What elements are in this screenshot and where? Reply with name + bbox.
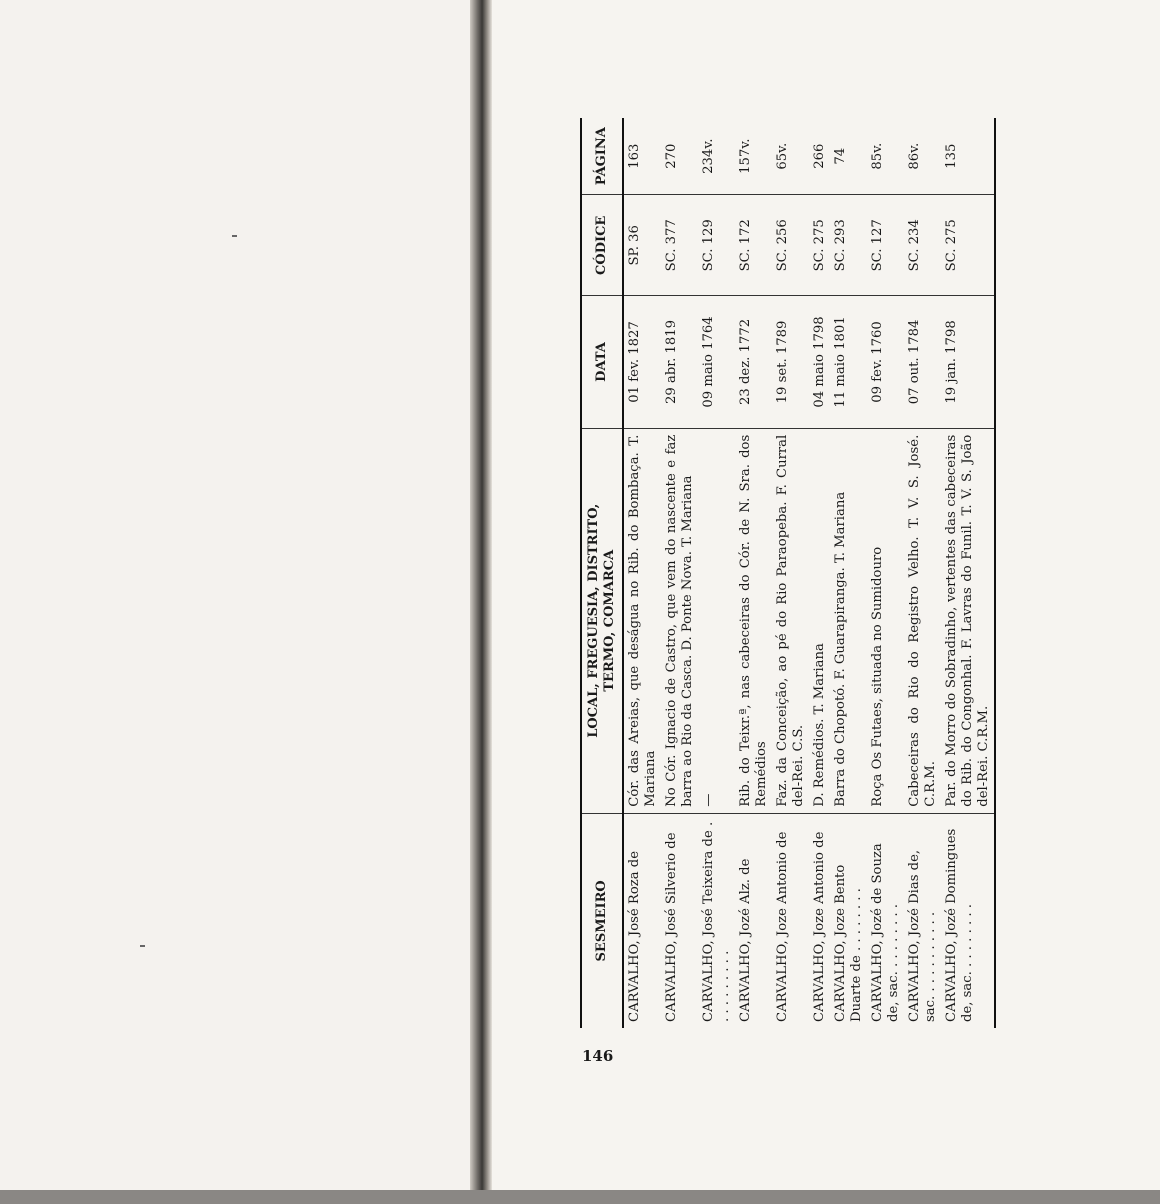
cell-sesmeiro: CARVALHO, Joze Antonio de (775, 831, 790, 1022)
cell-pagina: 163 (623, 118, 661, 195)
scan-edge (0, 1190, 1160, 1204)
header-local: LOCAL, FREGUESIA, DISTRITO, TERMO, COMARCA (581, 428, 623, 813)
cell-sesmeiro: CARVALHO, Jozé Domingues de, sac. . . . . . . . . (941, 813, 995, 1028)
table-row (904, 118, 941, 1028)
table-row (941, 118, 995, 1028)
cell-codice: SC. 377 (661, 195, 698, 296)
cell-sesmeiro: CARVALHO, Jozé Dias de, sac. . . . . . . . . . . (907, 849, 938, 1022)
cell-sesmeiro: CARVALHO, José Roza de (627, 850, 642, 1022)
cell-codice: SC. 172 (735, 195, 772, 296)
header-data: DATA (581, 296, 623, 429)
cell-codice: SC. 129 (698, 195, 735, 296)
table-row (623, 118, 661, 1028)
cell-sesmeiro: CARVALHO, Joze Antonio de (812, 831, 827, 1022)
cell-sesmeiro: CARVALHO, Joze Bento Duarte de . . . . . . . . (833, 864, 864, 1022)
page-number: 146 (582, 1047, 614, 1065)
cell-codice: SC. 275 (941, 195, 995, 296)
cell-data: 11 maio 1801 (830, 296, 867, 429)
cell-sesmeiro: CARVALHO, José Silverio de (664, 832, 679, 1022)
table-header-row (581, 118, 623, 1028)
cell-pagina: 266 (809, 118, 830, 195)
cell-codice: SC. 127 (867, 195, 904, 296)
cell-local: Par. do Morro do Sobradinho, vertentes das cabeceiras do Rib. do Congonhal. F. Lavras do Funil. T. V. S. João del-Rei. C.R.M. (941, 428, 995, 813)
book-gutter (470, 0, 492, 1204)
header-sesmeiro: SESMEIRO (581, 813, 623, 1028)
cell-data: 19 set. 1789 (772, 296, 809, 429)
cell-pagina: 135 (941, 118, 995, 195)
cell-local: Cór. das Areias, que deságua no Rib. do Bombaça. T. Mariana (623, 428, 661, 813)
cell-local: Rib. do Teixr.ª, nas cabeceiras do Cór. de N. Sra. dos Remédios (735, 428, 772, 813)
table-row (698, 118, 735, 1028)
table-row (830, 118, 867, 1028)
cell-data: 09 fev. 1760 (867, 296, 904, 429)
table-row (809, 118, 830, 1028)
table-row (772, 118, 809, 1028)
cell-data: 09 maio 1764 (698, 296, 735, 429)
cell-sesmeiro: CARVALHO, Jozé de Souza de, sac. . . . . . . . . (870, 843, 901, 1022)
cell-codice: SP. 36 (623, 195, 661, 296)
cell-sesmeiro: CARVALHO, Jozé Alz. de (738, 858, 753, 1022)
cell-data: 19 jan. 1798 (941, 296, 995, 429)
cell-local: Barra do Chopotó. F. Guarapiranga. T. Mariana (830, 428, 867, 813)
cell-codice: SC. 234 (904, 195, 941, 296)
cell-local: Roça Os Futaes, situada no Sumidouro (867, 428, 904, 813)
cell-data: 23 dez. 1772 (735, 296, 772, 429)
cell-data: 07 out. 1784 (904, 296, 941, 429)
sesmarias-table (580, 118, 996, 1028)
cell-codice: SC. 256 (772, 195, 809, 296)
cell-data: 29 abr. 1819 (661, 296, 698, 429)
cell-pagina: 157v. (735, 118, 772, 195)
header-codice: CÓDICE (581, 195, 623, 296)
cell-local: — (698, 428, 735, 813)
cell-codice: SC. 293 (830, 195, 867, 296)
left-blank-page (0, 0, 470, 1204)
cell-codice: SC. 275 (809, 195, 830, 296)
cell-pagina: 65v. (772, 118, 809, 195)
header-pagina: PÁGINA (581, 118, 623, 195)
cell-local: Cabeceiras do Rio do Registro Velho. T. V. S. José. C.R.M. (904, 428, 941, 813)
cell-pagina: 86v. (904, 118, 941, 195)
cell-local: No Cór. Ignacio de Castro, que vem do nascente e faz barra ao Rio da Casca. D. Ponte Nova. T. Mariana (661, 428, 698, 813)
cell-sesmeiro: CARVALHO, José Teixeira de . . . . . . . . . . (701, 821, 732, 1022)
cell-pagina: 85v. (867, 118, 904, 195)
cell-local: Faz. da Conceição, ao pé do Rio Paraopeba. F. Curral del-Rei. C.S. (772, 428, 809, 813)
table-row (867, 118, 904, 1028)
cell-local: D. Remédios. T. Mariana (809, 428, 830, 813)
rotated-table-container (580, 118, 1120, 1028)
cell-pagina: 270 (661, 118, 698, 195)
paper-speck (140, 945, 145, 947)
cell-data: 04 maio 1798 (809, 296, 830, 429)
paper-speck (232, 235, 237, 237)
cell-pagina: 234v. (698, 118, 735, 195)
table-row (661, 118, 698, 1028)
cell-pagina: 74 (830, 118, 867, 195)
cell-data: 01 fev. 1827 (623, 296, 661, 429)
table-row (735, 118, 772, 1028)
